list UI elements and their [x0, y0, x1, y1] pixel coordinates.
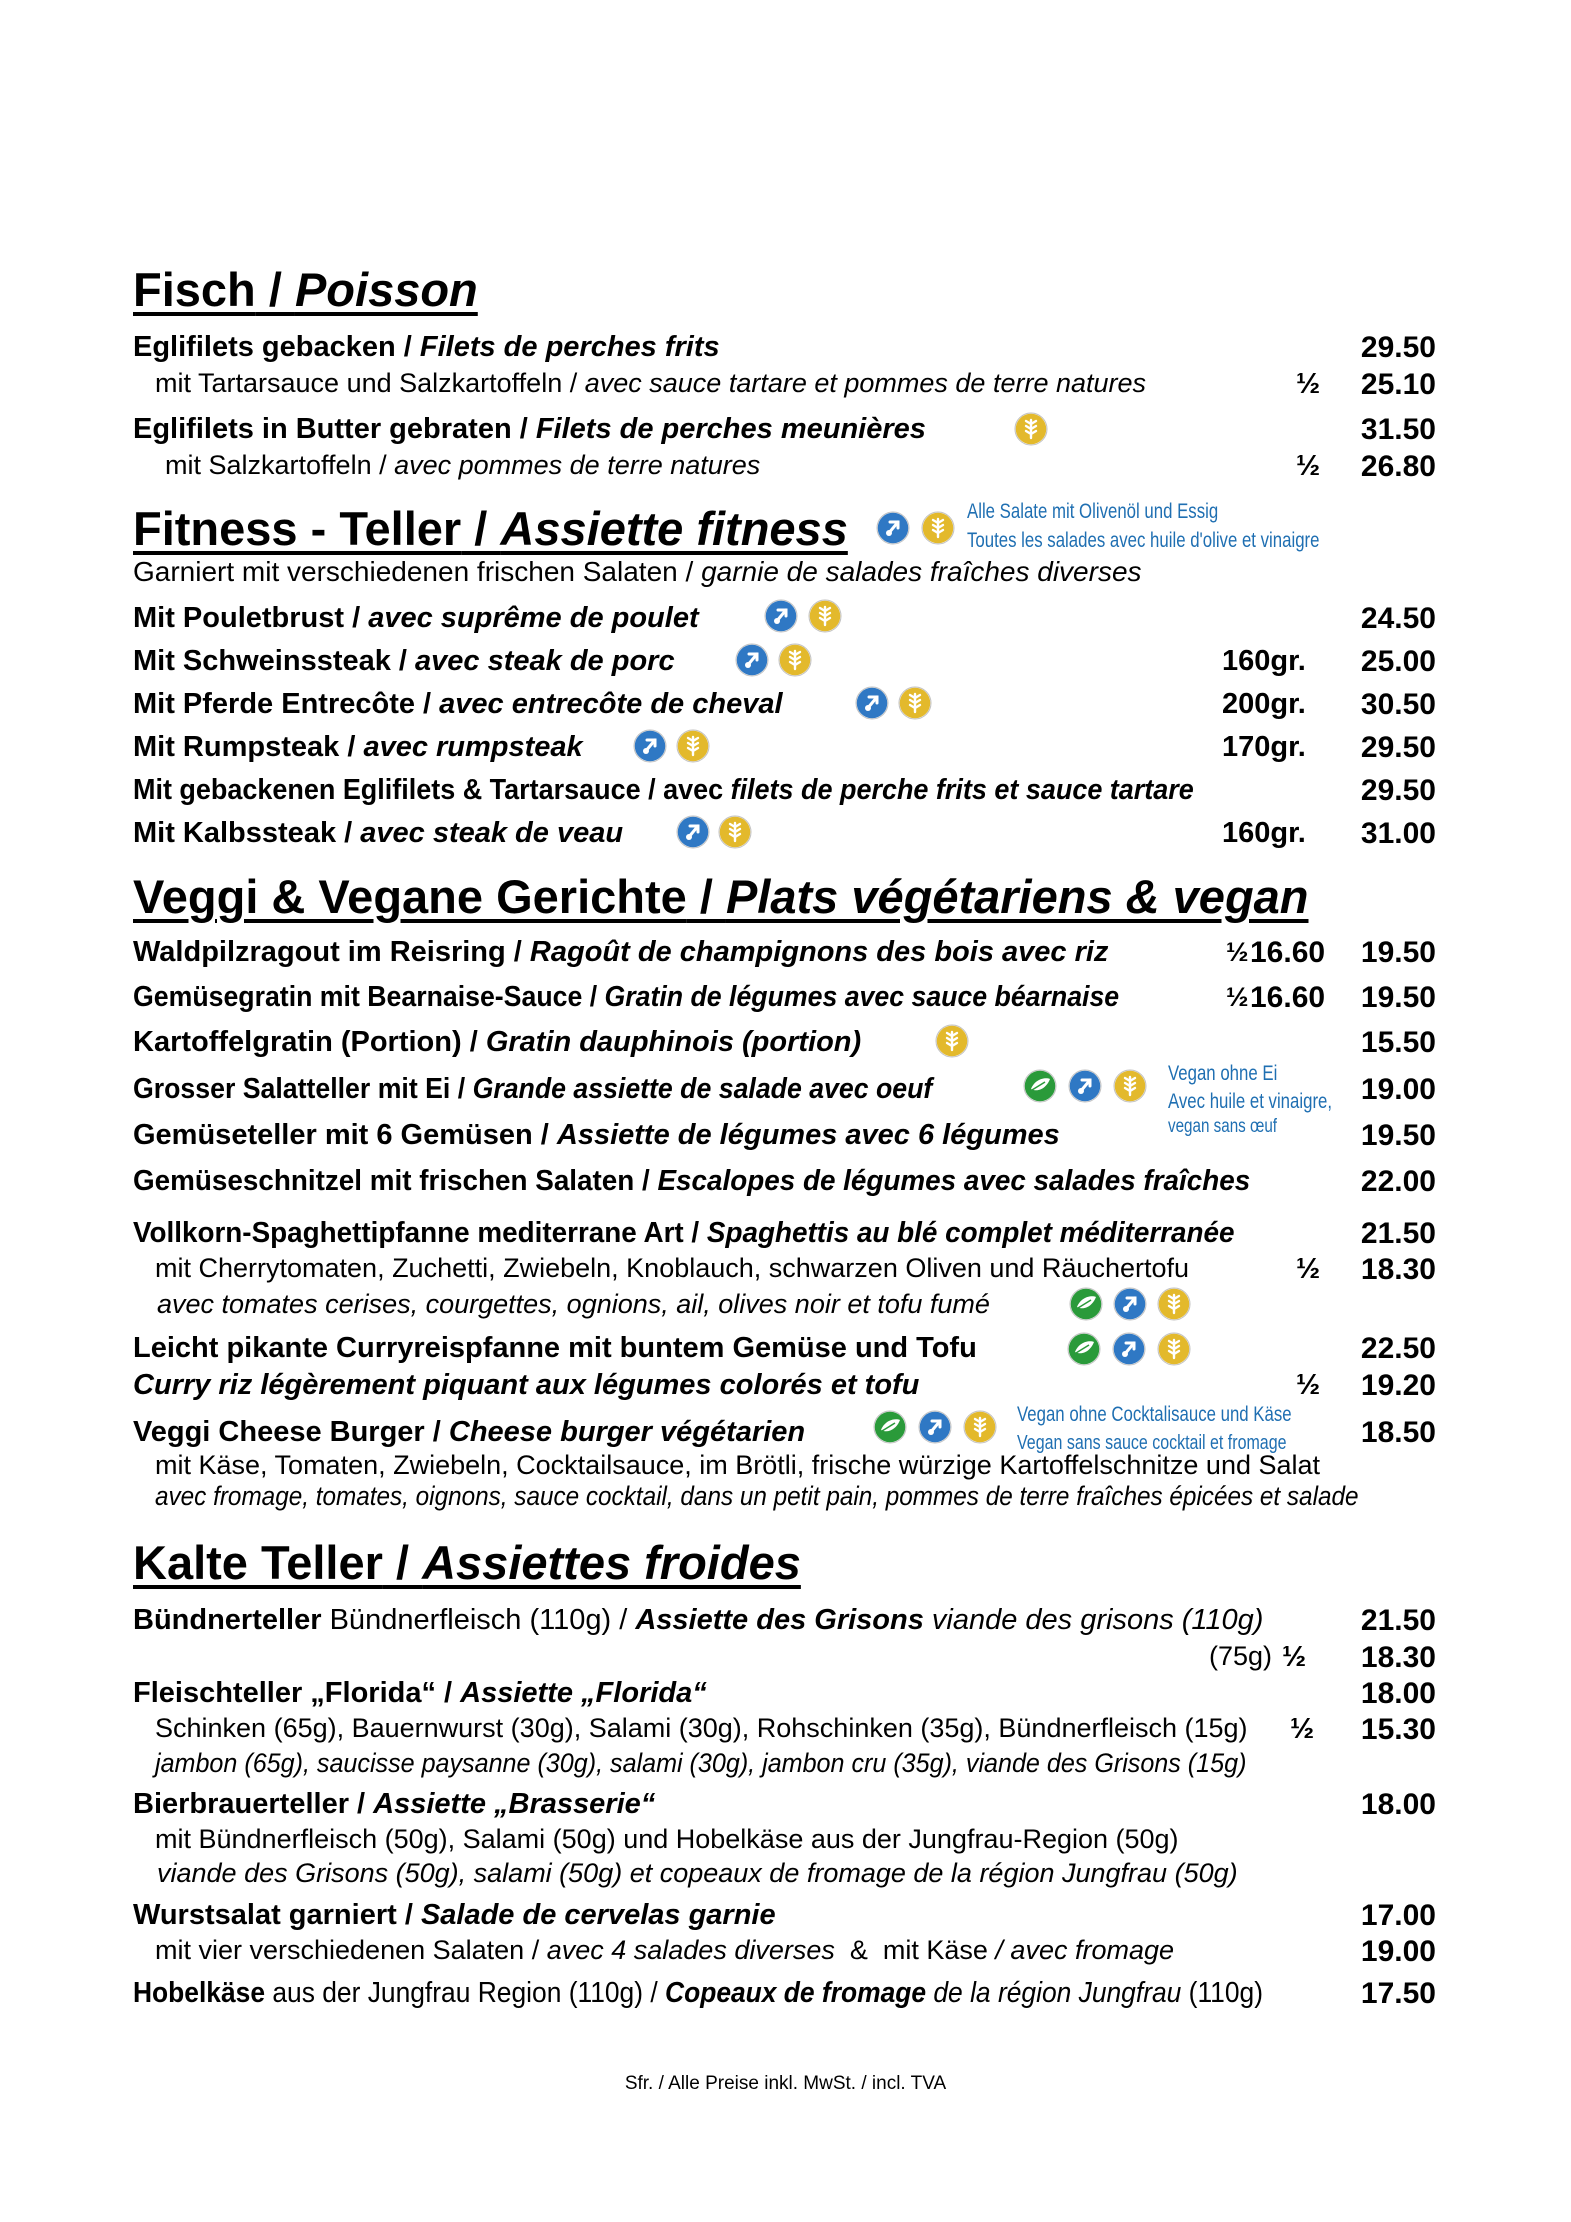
menu-item-price: 25.00: [1360, 645, 1436, 678]
menu-item-price: 29.50: [1360, 331, 1436, 364]
gluten-free-icon: [935, 1024, 969, 1058]
menu-item-name: Bündnerteller Bündnerfleisch (110g) / Assiette des Grisons viande des grisons (110g): [133, 1604, 1264, 1636]
half-portion-price: 18.30: [1360, 1253, 1436, 1286]
menu-item-description-fr: avec tomates cerises, courgettes, ognions, ail, olives noir et tofu fumé: [157, 1289, 990, 1319]
menu-item-price: 31.50: [1360, 413, 1436, 446]
menu-item-price: 29.50: [1360, 731, 1436, 764]
menu-item-price: 15.50: [1360, 1026, 1436, 1059]
half-portion-sign: ½: [1290, 1713, 1315, 1745]
vegan-note: Avec huile et vinaigre,: [1168, 1090, 1333, 1113]
gluten-free-icon: [778, 643, 812, 677]
menu-item-description: mit vier verschiedenen Salaten / avec 4 salades diverses & mit Käse / avec fromage: [155, 1935, 1175, 1965]
menu-item-name: Vollkorn-Spaghettipfanne mediterrane Art / Spaghettis au blé complet méditerranée: [133, 1217, 1235, 1249]
menu-item-price: 24.50: [1360, 602, 1436, 635]
menu-item-price: 31.00: [1360, 817, 1436, 850]
gluten-free-icon: [676, 729, 710, 763]
menu-item-description: mit Salzkartoffeln / avec pommes de terre natures: [165, 450, 761, 480]
menu-item-price: 19.50: [1360, 981, 1436, 1014]
menu-item-price: 22.00: [1360, 1165, 1436, 1198]
gluten-free-icon: [1157, 1332, 1191, 1366]
menu-item-name: Veggi Cheese Burger / Cheese burger végétarien: [133, 1416, 806, 1448]
menu-item-name: Gemüseteller mit 6 Gemüsen / Assiette de légumes avec 6 légumes: [133, 1119, 1060, 1151]
menu-item-name: Gemüsegratin mit Bearnaise-Sauce / Gratin de légumes avec sauce béarnaise: [133, 981, 1120, 1013]
menu-item-price: 17.50: [1360, 1977, 1436, 2010]
menu-item-price: 18.00: [1360, 1677, 1436, 1710]
half-portion-price: 19.20: [1360, 1369, 1436, 1402]
menu-item-name: Bierbrauerteller / Assiette „Brasserie“: [133, 1788, 656, 1820]
menu-item-price: 18.00: [1360, 1788, 1436, 1821]
menu-item-name: Kartoffelgratin (Portion) / Gratin dauphinois (portion): [133, 1026, 862, 1058]
vegan-note: Vegan ohne Ei: [1168, 1062, 1278, 1085]
lactose-free-icon: [1068, 1069, 1102, 1103]
menu-item-price: 30.50: [1360, 688, 1436, 721]
menu-item-description: mit Cherrytomaten, Zuchetti, Zwiebeln, Knoblauch, schwarzen Oliven und Räuchertofu: [155, 1253, 1190, 1283]
lactose-free-icon: [1113, 1287, 1147, 1321]
menu-item-price: 19.00: [1360, 1073, 1436, 1106]
price-footer: Sfr. / Alle Preise inkl. MwSt. / incl. TVA: [624, 2073, 947, 2094]
menu-item-description-fr: jambon (65g), saucisse paysanne (30g), salami (30g), jambon cru (35g), viande des Grisons (15g): [155, 1748, 1247, 1778]
gluten-free-icon: [1014, 412, 1048, 446]
fitness-garnish-text: Garniert mit verschiedenen frischen Salaten / garnie de salades fraîches diverses: [133, 556, 1142, 587]
half-portion-price: 26.80: [1360, 450, 1436, 483]
gluten-free-icon: [808, 599, 842, 633]
lactose-free-icon: [876, 511, 910, 545]
menu-item-weight: 160gr.: [1222, 645, 1306, 677]
menu-item-description-fr: avec fromage, tomates, oignons, sauce cocktail, dans un petit pain, pommes de terre fraîches épicées et salade: [155, 1481, 1359, 1511]
dressing-note-fr: Toutes les salades avec huile d'olive et vinaigre: [967, 529, 1320, 552]
half-portion-sign: ½: [1296, 1369, 1321, 1401]
menu-item-price: 22.50: [1360, 1332, 1436, 1365]
menu-item-name: Fleischteller „Florida“ / Assiette „Florida“: [133, 1677, 707, 1709]
half-portion-price: 15.30: [1360, 1713, 1436, 1746]
menu-item-price: 19.50: [1360, 1119, 1436, 1152]
half-portion-price: 16.60: [1250, 936, 1326, 969]
vegan-note: Vegan ohne Cocktalisauce und Käse: [1017, 1403, 1292, 1426]
menu-item-price: 21.50: [1360, 1217, 1436, 1250]
menu-item-price: 21.50: [1360, 1604, 1436, 1637]
menu-item-name: Hobelkäse aus der Jungfrau Region (110g) / Copeaux de fromage de la région Jungfrau (110g): [133, 1977, 1263, 2009]
lactose-free-icon: [918, 1410, 952, 1444]
menu-item-name: Gemüseschnitzel mit frischen Salaten / Escalopes de légumes avec salades fraîches: [133, 1165, 1251, 1197]
half-portion-price: 16.60: [1250, 981, 1326, 1014]
menu-item-name: Grosser Salatteller mit Ei / Grande assiette de salade avec oeuf: [133, 1073, 933, 1105]
menu-item-name: Mit Pouletbrust / avec suprême de poulet: [133, 602, 699, 634]
half-portion-label: (75g): [1209, 1641, 1273, 1671]
half-portion-sign: ½: [1296, 450, 1321, 482]
menu-item-name-fr: Curry riz légèrement piquant aux légumes colorés et tofu: [133, 1369, 920, 1401]
vegan-note: Vegan sans sauce cocktail et fromage: [1017, 1432, 1287, 1454]
half-portion-price: 25.10: [1360, 368, 1436, 401]
gluten-free-icon: [1113, 1069, 1147, 1103]
vegan-icon: [873, 1410, 907, 1444]
section-title-fitness: Fitness - Teller / Assiette fitness: [133, 502, 848, 555]
lactose-free-icon: [633, 729, 667, 763]
menu-item-name: Mit gebackenen Eglifilets & Tartarsauce / avec filets de perche frits et sauce tartare: [133, 774, 1194, 806]
menu-item-price: 19.50: [1360, 936, 1436, 969]
vegan-icon: [1069, 1287, 1103, 1321]
dressing-note: Alle Salate mit Olivenöl und Essig: [967, 500, 1219, 523]
menu-item-weight: 200gr.: [1222, 688, 1306, 720]
lactose-free-icon: [735, 643, 769, 677]
menu-item-weight: 170gr.: [1222, 731, 1306, 763]
lactose-free-icon: [855, 686, 889, 720]
menu-item-name: Eglifilets gebacken / Filets de perches frits: [133, 331, 720, 363]
menu-item-price: 19.00: [1360, 1935, 1436, 1968]
menu-item-price: 29.50: [1360, 774, 1436, 807]
menu-item-description: Schinken (65g), Bauernwurst (30g), Salami (30g), Rohschinken (35g), Bündnerfleisch (15g): [155, 1713, 1248, 1743]
lactose-free-icon: [676, 815, 710, 849]
half-portion-sign: ½: [1282, 1641, 1307, 1673]
half-portion-sign: ½: [1226, 937, 1249, 967]
vegan-note: vegan sans œuf: [1168, 1116, 1277, 1137]
gluten-free-icon: [718, 815, 752, 849]
menu-item-name: Mit Schweinssteak / avec steak de porc: [133, 645, 675, 677]
menu-item-weight: 160gr.: [1222, 817, 1306, 849]
gluten-free-icon: [963, 1410, 997, 1444]
menu-item-description-fr: viande des Grisons (50g), salami (50g) et copeaux de fromage de la région Jungfrau (50g): [157, 1858, 1238, 1888]
menu-item-price: 18.50: [1360, 1416, 1436, 1449]
section-title-fisch: Fisch / Poisson: [133, 263, 478, 316]
lactose-free-icon: [1112, 1332, 1146, 1366]
menu-item-description: mit Tartarsauce und Salzkartoffeln / avec sauce tartare et pommes de terre natures: [155, 368, 1147, 398]
menu-item-name: Mit Pferde Entrecôte / avec entrecôte de cheval: [133, 688, 783, 720]
half-portion-price: 18.30: [1360, 1641, 1436, 1674]
menu-item-description: mit Käse, Tomaten, Zwiebeln, Cocktailsauce, im Brötli, frische würzige Kartoffelschnitze und Salat: [155, 1450, 1321, 1480]
menu-item-name: Mit Rumpsteak / avec rumpsteak: [133, 731, 583, 763]
menu-item-name: Mit Kalbssteak / avec steak de veau: [133, 817, 624, 849]
menu-item-name: Waldpilzragout im Reisring / Ragoût de champignons des bois avec riz: [133, 936, 1109, 968]
half-portion-sign: ½: [1296, 368, 1321, 400]
gluten-free-icon: [921, 511, 955, 545]
lactose-free-icon: [764, 599, 798, 633]
vegan-icon: [1023, 1069, 1057, 1103]
menu-item-description: mit Bündnerfleisch (50g), Salami (50g) und Hobelkäse aus der Jungfrau-Region (50g): [155, 1824, 1179, 1854]
menu-item-price: 17.00: [1360, 1899, 1436, 1932]
menu-item-name: Wurstsalat garniert / Salade de cervelas garnie: [133, 1899, 776, 1931]
section-title-veggi: Veggi & Vegane Gerichte / Plats végétariens & vegan: [133, 870, 1309, 923]
menu-item-name: Leicht pikante Curryreispfanne mit buntem Gemüse und Tofu: [133, 1332, 977, 1364]
gluten-free-icon: [1157, 1287, 1191, 1321]
vegan-icon: [1067, 1332, 1101, 1366]
section-title-kalt: Kalte Teller / Assiettes froides: [133, 1536, 801, 1589]
menu-item-name: Eglifilets in Butter gebraten / Filets de perches meunières: [133, 413, 926, 445]
gluten-free-icon: [898, 686, 932, 720]
half-portion-sign: ½: [1296, 1253, 1321, 1285]
half-portion-sign: ½: [1226, 982, 1249, 1012]
